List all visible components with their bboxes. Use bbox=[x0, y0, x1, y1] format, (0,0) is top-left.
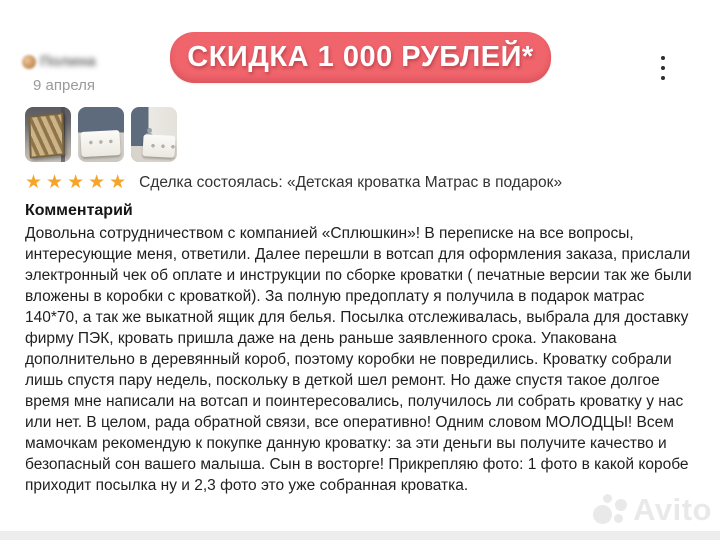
photo-thumbnail-crib-child[interactable] bbox=[131, 107, 177, 162]
avito-logo-icon bbox=[593, 493, 629, 527]
promo-banner bbox=[170, 32, 551, 83]
photo-thumbnail-crib[interactable] bbox=[78, 107, 124, 162]
avito-watermark-text: Avito bbox=[633, 492, 712, 527]
white-crib bbox=[80, 130, 120, 157]
kebab-menu-icon[interactable] bbox=[657, 56, 669, 80]
review-date: 9 апреля bbox=[33, 77, 96, 94]
photo-thumbnail-crate[interactable] bbox=[25, 107, 71, 162]
photo-thumbnails bbox=[25, 107, 177, 162]
white-crib bbox=[142, 134, 175, 158]
wooden-crate bbox=[28, 112, 64, 159]
star-rating-icon: ★★★★★ bbox=[25, 172, 131, 193]
rating-row bbox=[25, 173, 562, 192]
comment-body: Довольна сотрудничеством с компанией «Сплюшкин»! В переписке на все вопросы, интересующие меня, ответили. Далее перешли в вотсап для оформления заказа, прислали электронный чек об оплате и инструкции по сборке кроватки ( печатные версии так же были вложены в коробки с кроваткой). За полную предоплату я получила в подарок матрас 140*70, а так же выкатной ящик для белья. Посылка отслеживалась, выбрала для доставку фирму ПЭК, кровать пришла даже на день раньше заявленного срока. Упакована дополнительно в деревянный короб, поэтому коробки не повредились. Кроватку собрали лишь спустя пару недель, поскольку в деткой шел ремонт. Но даже спустя такое долгое время мне написали на вотсап и поинтересовались, получилось ли собрать кроватку у нас или нет. В целом, рада обратной связи, все оперативно! Одним словом МОЛОДЦЫ! Всем мамочкам рекомендую к покупке данную кроватку: за эти деньги вы получите качество и безопасный сон вашего малыша. Сын в восторге! Прикрепляю фото: 1 фото в какой коробе приходит посылка ну и 2,3 фото это уже собранная кроватка. bbox=[25, 225, 692, 494]
avito-watermark bbox=[593, 492, 712, 528]
deal-status-text: Сделка состоялась: «Детская кроватка Матрас в подарок» bbox=[139, 173, 563, 191]
avatar[interactable] bbox=[22, 55, 36, 69]
promo-banner-text: СКИДКА 1 000 РУБЛЕЙ* bbox=[187, 41, 534, 73]
bottom-strip bbox=[0, 531, 720, 540]
comment-title: Комментарий bbox=[25, 202, 133, 219]
user-name[interactable]: Полина bbox=[40, 53, 96, 70]
